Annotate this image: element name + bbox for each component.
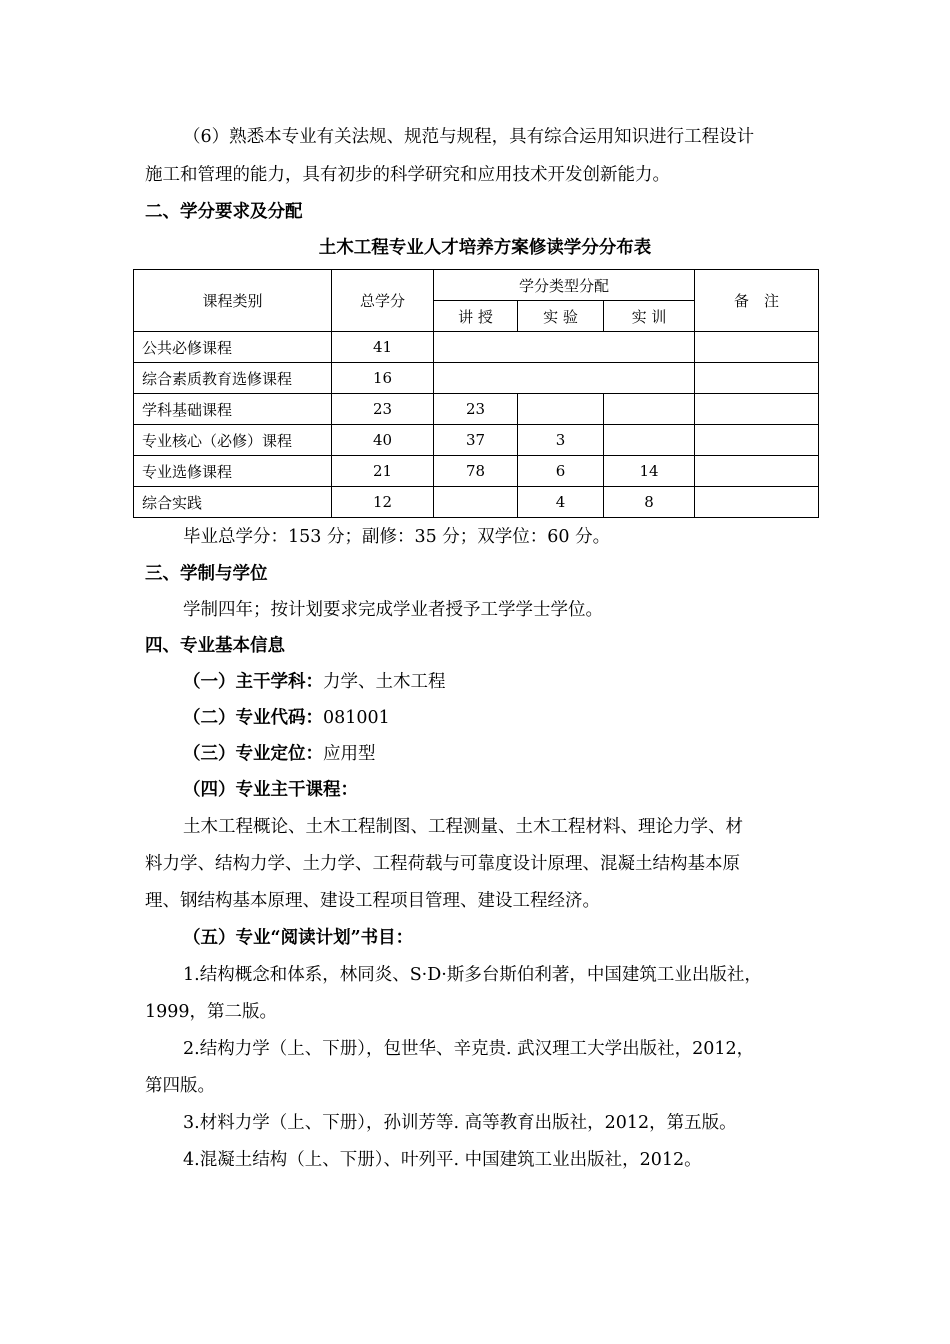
courses-line-2: 料力学、结构力学、土力学、工程荷载与可靠度设计原理、混凝土结构基本原 xyxy=(145,854,740,874)
header-lecture: 讲 授 xyxy=(434,301,518,332)
section-heading-basic-info: 四、专业基本信息 xyxy=(145,636,285,656)
cell-remarks xyxy=(695,487,819,518)
cell-experiment: 3 xyxy=(518,425,604,456)
book-4: 4.混凝土结构（上、下册）、叶列平. 中国建筑工业出版社，2012。 xyxy=(183,1150,702,1170)
table-title: 土木工程专业人才培养方案修读学分分布表 xyxy=(318,238,652,258)
cell-type-merged xyxy=(434,363,695,394)
cell-experiment: 6 xyxy=(518,456,604,487)
cell-type-merged xyxy=(434,332,695,363)
info-value: 应用型 xyxy=(323,744,376,764)
cell-category: 综合实践 xyxy=(134,487,332,518)
info-major-code xyxy=(183,706,863,730)
cell-total: 12 xyxy=(332,487,434,518)
table-row xyxy=(134,394,819,425)
cell-remarks xyxy=(695,332,819,363)
table-row xyxy=(134,456,819,487)
book-2-line-2: 第四版。 xyxy=(145,1076,215,1096)
cell-training: 8 xyxy=(604,487,695,518)
paragraph-6-line-2: 施工和管理的能力，具有初步的科学研究和应用技术开发创新能力。 xyxy=(145,165,670,185)
header-total: 总学分 xyxy=(332,270,434,332)
cell-lecture xyxy=(434,487,518,518)
cell-category: 公共必修课程 xyxy=(134,332,332,363)
cell-total: 23 xyxy=(332,394,434,425)
cell-total: 41 xyxy=(332,332,434,363)
graduation-credits-text: 毕业总学分：153 分；副修：35 分；双学位：60 分。 xyxy=(183,527,611,547)
cell-category: 专业选修课程 xyxy=(134,456,332,487)
cell-category: 学科基础课程 xyxy=(134,394,332,425)
duration-text: 学制四年；按计划要求完成学业者授予工学学士学位。 xyxy=(183,600,603,620)
info-main-discipline xyxy=(183,670,863,694)
header-remarks: 备 注 xyxy=(695,270,819,332)
info-main-courses-label: （四）专业主干课程： xyxy=(183,780,358,800)
cell-remarks xyxy=(695,425,819,456)
courses-line-1: 土木工程概论、土木工程制图、工程测量、土木工程材料、理论力学、材 xyxy=(183,817,743,837)
cell-total: 21 xyxy=(332,456,434,487)
header-training: 实 训 xyxy=(604,301,695,332)
header-experiment: 实 验 xyxy=(518,301,604,332)
header-type-group: 学分类型分配 xyxy=(434,270,695,301)
table-row xyxy=(134,363,819,394)
cell-training xyxy=(604,394,695,425)
cell-remarks xyxy=(695,394,819,425)
cell-training: 14 xyxy=(604,456,695,487)
info-value: 081001 xyxy=(323,708,390,728)
book-1-line-2: 1999，第二版。 xyxy=(145,1002,278,1022)
table-row xyxy=(134,332,819,363)
book-2-line-1: 2.结构力学（上、下册），包世华、辛克贵. 武汉理工大学出版社，2012， xyxy=(183,1039,755,1059)
cell-category: 专业核心（必修）课程 xyxy=(134,425,332,456)
table-row xyxy=(134,487,819,518)
courses-line-3: 理、钢结构基本原理、建设工程项目管理、建设工程经济。 xyxy=(145,891,600,911)
info-label: （一）主干学科： xyxy=(183,672,323,692)
cell-lecture: 23 xyxy=(434,394,518,425)
info-value: 力学、土木工程 xyxy=(323,672,446,692)
book-3: 3.材料力学（上、下册），孙训芳等. 高等教育出版社，2012，第五版。 xyxy=(183,1113,737,1133)
credit-distribution-table xyxy=(133,269,819,518)
section-heading-duration: 三、学制与学位 xyxy=(145,564,268,584)
info-label: （二）专业代码： xyxy=(183,708,323,728)
book-1-line-1: 1.结构概念和体系，林同炎、S·D·斯多台斯伯利著，中国建筑工业出版社， xyxy=(183,965,762,985)
cell-experiment: 4 xyxy=(518,487,604,518)
section-heading-credits: 二、学分要求及分配 xyxy=(145,202,303,222)
info-major-positioning xyxy=(183,742,863,766)
cell-total: 40 xyxy=(332,425,434,456)
cell-lecture: 37 xyxy=(434,425,518,456)
cell-experiment xyxy=(518,394,604,425)
header-category: 课程类别 xyxy=(134,270,332,332)
cell-total: 16 xyxy=(332,363,434,394)
cell-training xyxy=(604,425,695,456)
info-label: （三）专业定位： xyxy=(183,744,323,764)
reading-plan-label: （五）专业“阅读计划”书目： xyxy=(183,928,414,948)
cell-lecture: 78 xyxy=(434,456,518,487)
table-row xyxy=(134,425,819,456)
paragraph-6-line-1: （6）熟悉本专业有关法规、规范与规程，具有综合运用知识进行工程设计 xyxy=(183,127,755,147)
cell-remarks xyxy=(695,363,819,394)
cell-remarks xyxy=(695,456,819,487)
cell-category: 综合素质教育选修课程 xyxy=(134,363,332,394)
